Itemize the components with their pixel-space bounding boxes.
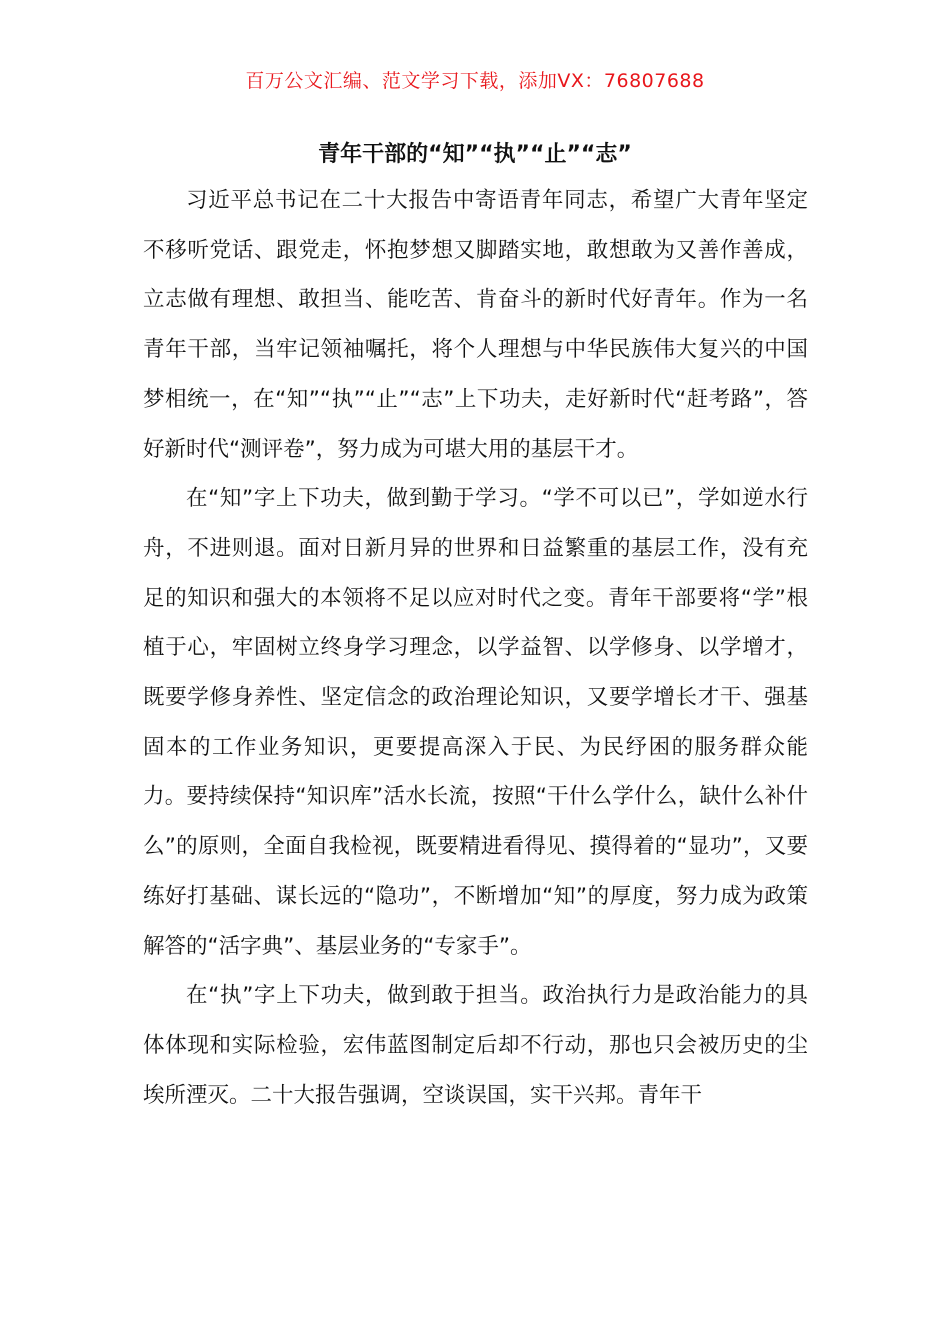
document-title: 青年干部的“知”“执”“止”“志” xyxy=(318,142,632,167)
document-body xyxy=(143,176,808,1120)
header-banner: 百万公文汇编、范文学习下载，添加VX：76807688 xyxy=(245,70,705,92)
paragraph-zhi-knowledge: 在“知”字上下功夫，做到勤于学习。“学不可以已”，学如逆水行舟，不进则退。面对日新月异的世界和日益繁重的基层工作，没有充足的知识和强大的本领将不足以应对时代之变。青年干部要将“学”根植于心，牢固树立终身学习理念，以学益智、以学修身、以学增才，既要学修身养性、坚定信念的政治理论知识，又要学增长才干、强基固本的工作业务知识，更要提高深入于民、为民纾困的服务群众能力。要持续保持“知识库”活水长流，按照“干什么学什么，缺什么补什么”的原则，全面自我检视，既要精进看得见、摸得着的“显功”，又要练好打基础、谋长远的“隐功”，不断增加“知”的厚度，努力成为政策解答的“活字典”、基层业务的“专家手”。 xyxy=(143,486,808,959)
paragraph-zhi-execution: 在“执”字上下功夫，做到敢于担当。政治执行力是政治能力的具体体现和实际检验，宏伟蓝图制定后却不行动，那也只会被历史的尘埃所湮灭。二十大报告强调，空谈误国，实干兴邦。青年干 xyxy=(143,983,808,1108)
paragraph-intro: 习近平总书记在二十大报告中寄语青年同志，希望广大青年坚定不移听党话、跟党走，怀抱梦想又脚踏实地，敢想敢为又善作善成，立志做有理想、敢担当、能吃苦、肯奋斗的新时代好青年。作为一名青年干部，当牢记领袖嘱托，将个人理想与中华民族伟大复兴的中国梦相统一，在“知”“执”“止”“志”上下功夫，走好新时代“赶考路”，答好新时代“测评卷”，努力成为可堪大用的基层干才。 xyxy=(143,188,808,462)
